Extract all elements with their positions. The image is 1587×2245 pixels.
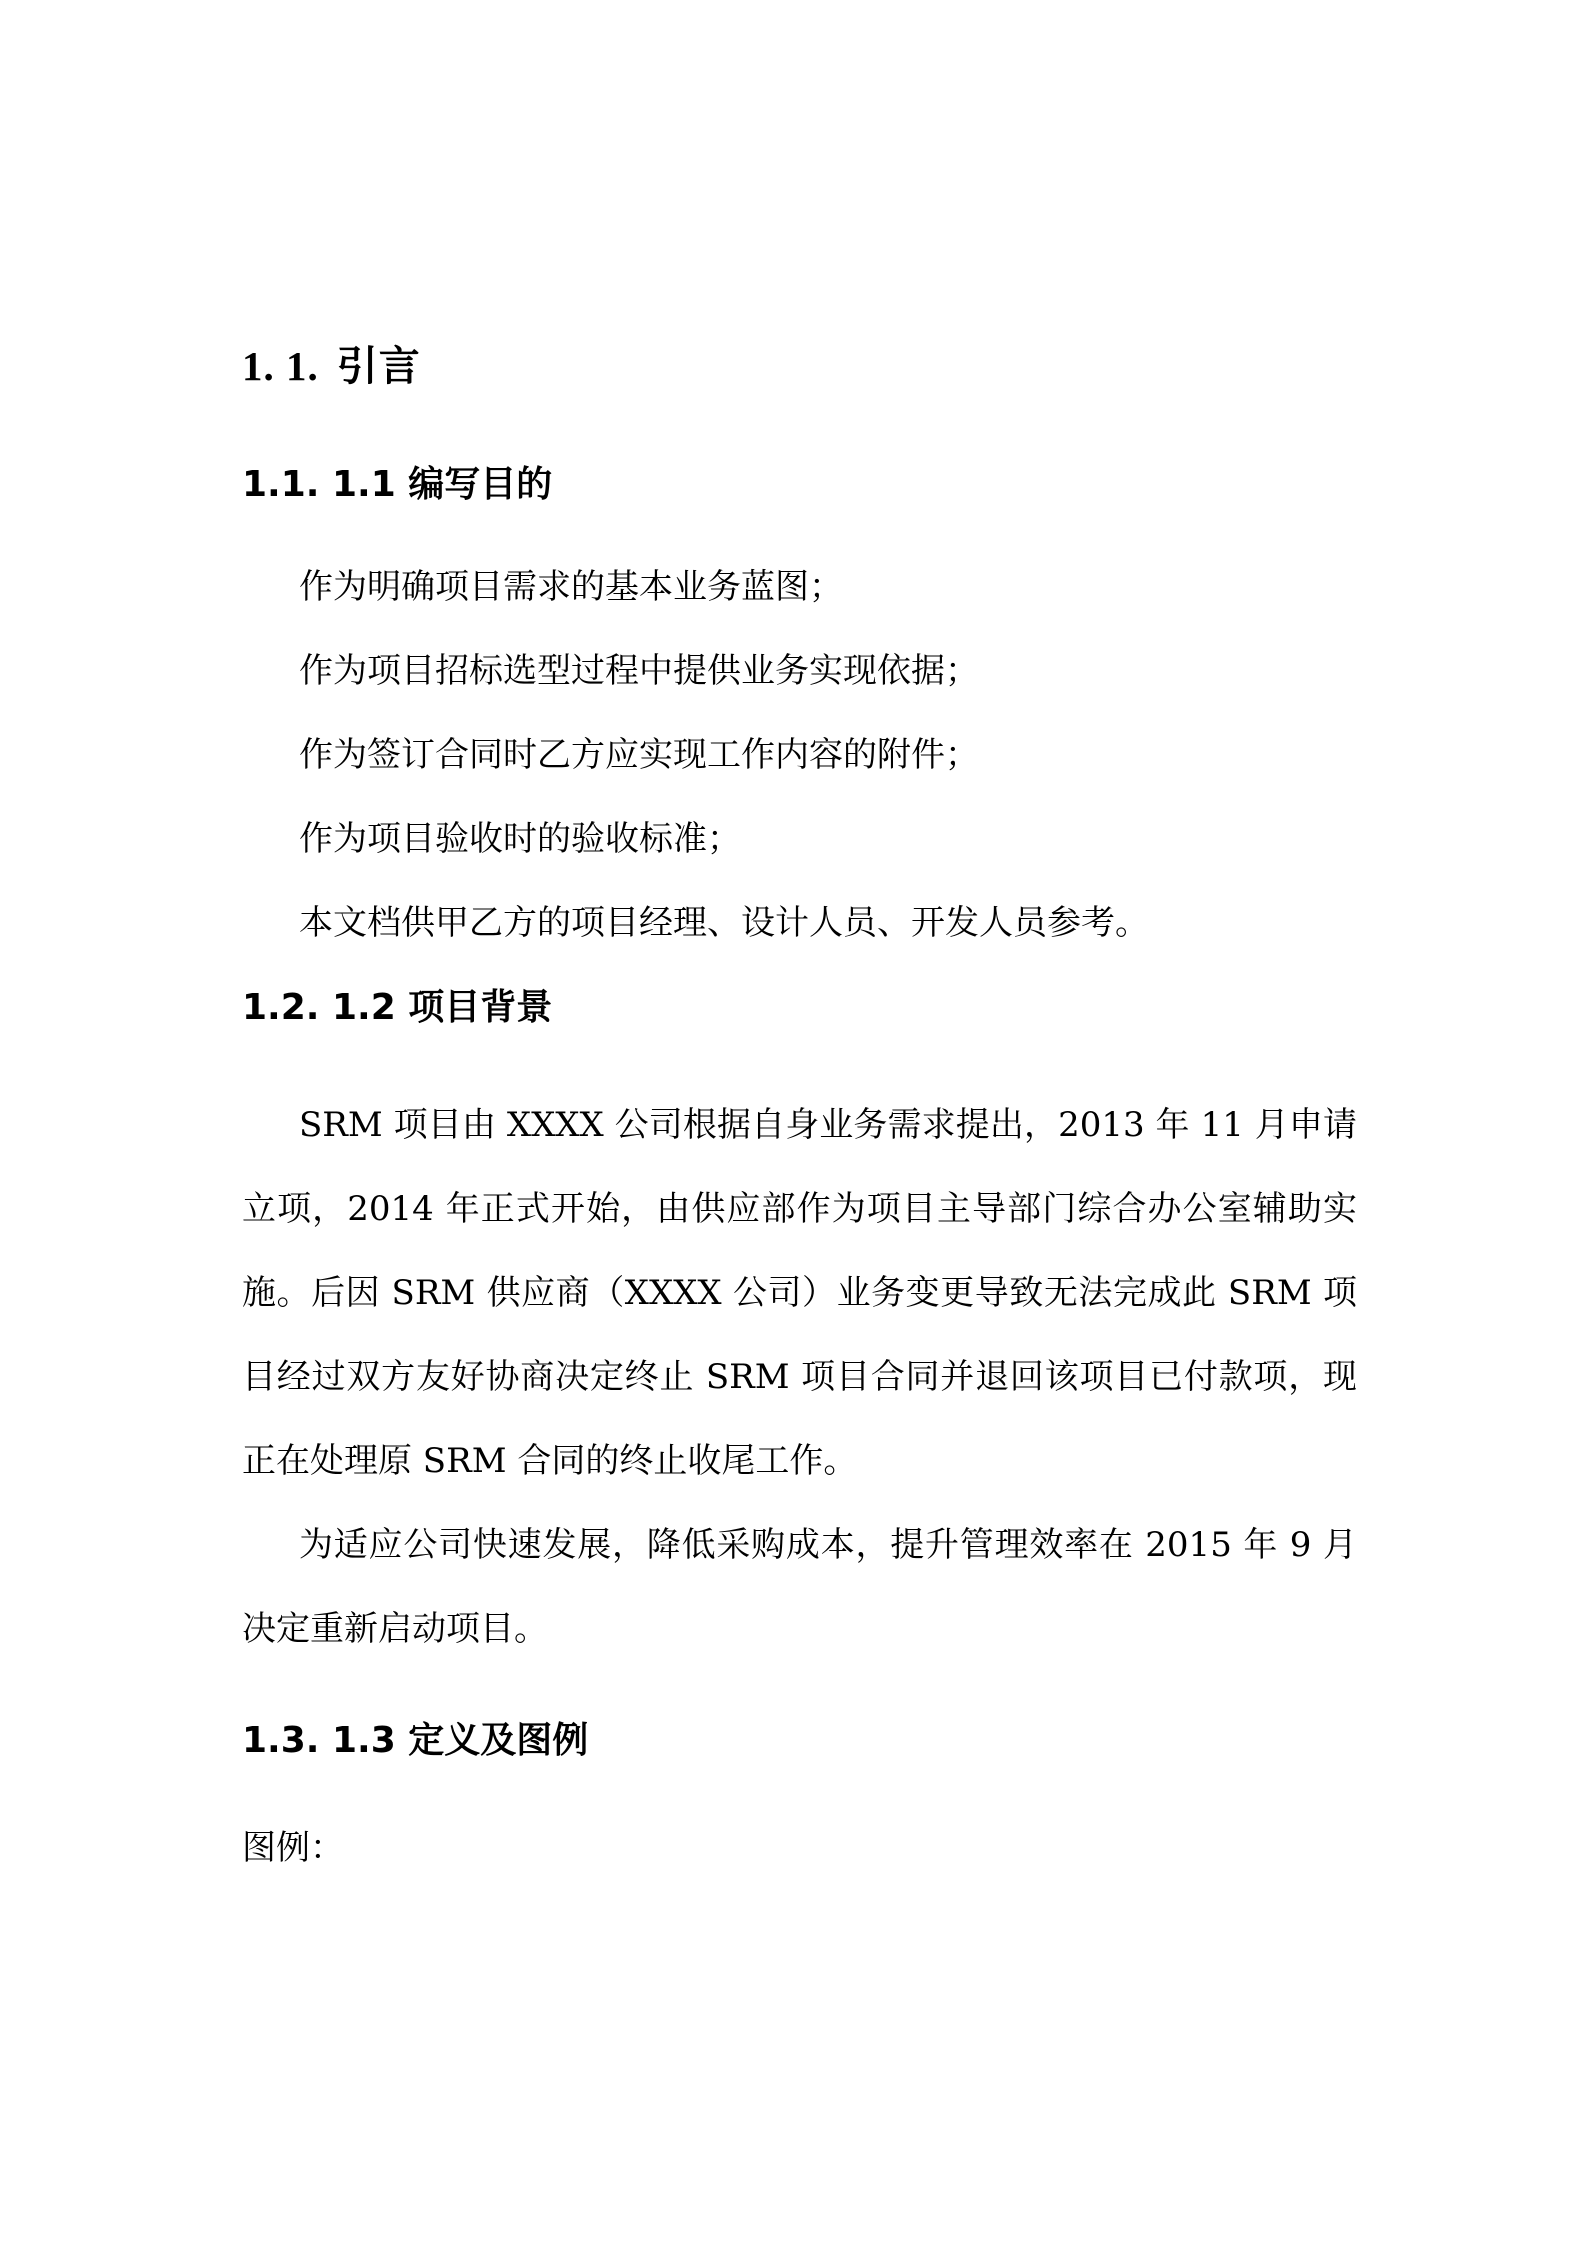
- section-heading-definitions: 1.3. 1.3 定义及图例: [242, 1719, 589, 1761]
- section-heading-purpose: 1.1. 1.1 编写目的: [242, 464, 553, 506]
- purpose-item: 作为签订合同时乙方应实现工作内容的附件；: [299, 735, 979, 776]
- purpose-list: [242, 566, 1357, 944]
- section-heading-background: 1.2. 1.2 项目背景: [242, 987, 553, 1029]
- heading-1-number: 1. 1.: [242, 343, 319, 389]
- purpose-item: 作为明确项目需求的基本业务蓝图；: [299, 567, 843, 608]
- heading-1-title: 引言: [336, 342, 421, 390]
- purpose-item: 作为项目招标选型过程中提供业务实现依据；: [299, 651, 979, 692]
- legend-label: 图例：: [242, 1827, 344, 1868]
- background-paragraph-1: SRM 项目由 XXXX 公司根据自身业务需求提出，2013 年 11 月申请立项，2014 年正式开始，由供应部作为项目主导部门综合办公室辅助实施。后因 SRM 供应商（XXXX 公司）业务变更导致无法完成此 SRM 项目经过双方友好协商决定终止 SRM 项目合同并退回该项目已付款项，现正在处理原 SRM 合同的终止收尾工作。: [242, 1104, 1357, 1481]
- document-content: [242, 320, 1357, 1869]
- heading-1: [242, 342, 1357, 391]
- purpose-item: 本文档供甲乙方的项目经理、设计人员、开发人员参考。: [299, 903, 1149, 944]
- background-paragraph-2: 为适应公司快速发展，降低采购成本，提升管理效率在 2015 年 9 月决定重新启动项目。: [242, 1524, 1357, 1649]
- purpose-item: 作为项目验收时的验收标准；: [299, 819, 741, 860]
